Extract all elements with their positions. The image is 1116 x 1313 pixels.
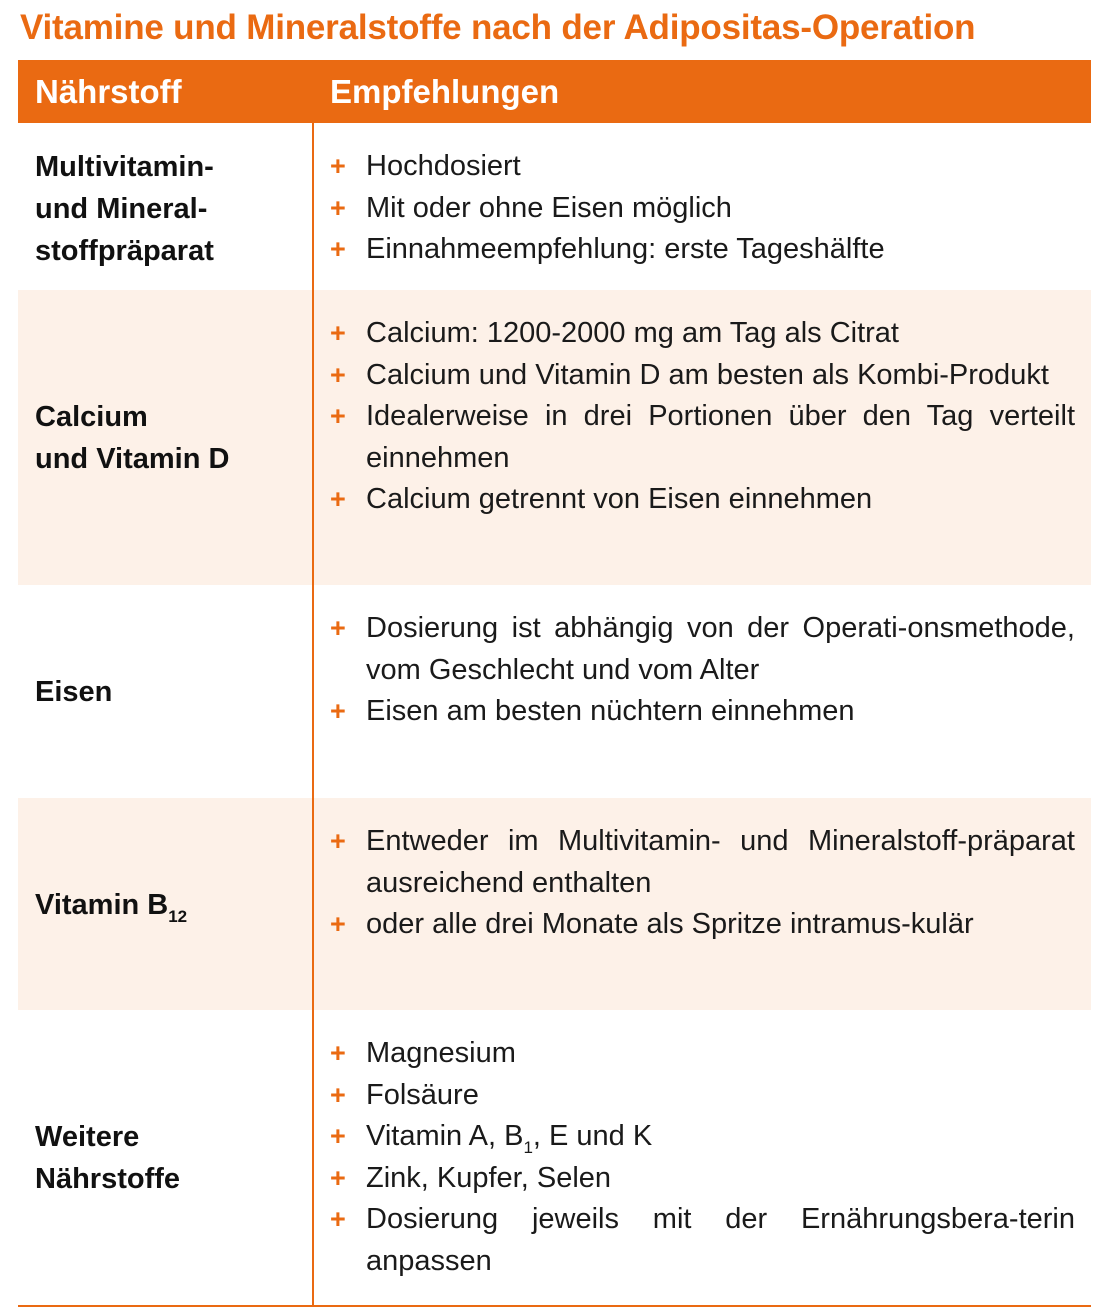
nutrient-name: Eisen xyxy=(35,676,113,708)
list-item: + Hochdosiert xyxy=(330,146,1075,188)
list-item: + Einnahmeempfehlung: erste Tageshälfte xyxy=(330,229,1075,271)
table-header xyxy=(18,60,1091,123)
recommendation-list xyxy=(330,608,1075,733)
nutrient-name: Calcium und Vitamin D xyxy=(35,401,230,475)
recommendation-list xyxy=(330,1033,1075,1282)
list-item: + Calcium: 1200-2000 mg am Tag als Citrat xyxy=(330,313,1075,355)
table-bottom-rule xyxy=(18,1305,1091,1307)
table-row xyxy=(18,290,1091,585)
list-item: + Mit oder ohne Eisen möglich xyxy=(330,188,1075,230)
list-item: + Folsäure xyxy=(330,1075,1075,1117)
recommendation-list xyxy=(330,821,1075,946)
plus-icon: + xyxy=(330,484,346,514)
plus-icon: + xyxy=(330,318,346,348)
nutrient-name: Vitamin $B_{12}$ xyxy=(35,889,188,926)
list-item: + Eisen am besten nüchtern einnehmen xyxy=(330,691,1075,733)
recommendation-list xyxy=(330,146,1075,271)
column-header-nutrient: Nährstoff xyxy=(35,73,182,110)
recommendation-list xyxy=(330,313,1075,521)
table-row xyxy=(18,1010,1091,1305)
plus-icon: + xyxy=(330,1079,346,1110)
page-title: Vitamine und Mineralstoffe nach der Adipositas-Operation xyxy=(20,8,976,47)
plus-icon: + xyxy=(330,613,346,643)
table-row xyxy=(18,798,1091,1010)
list-item: + Magnesium xyxy=(330,1033,1075,1075)
nutrient-table xyxy=(18,60,1091,1305)
column-header-recommendations: Empfehlungen xyxy=(330,73,560,110)
plus-icon: + xyxy=(330,401,346,431)
table-row xyxy=(18,585,1091,798)
nutrient-name: Multivitamin- und Mineral- stoffpräparat xyxy=(35,151,214,267)
plus-icon: + xyxy=(330,826,346,856)
list-item: + Vitamin A, $B_1$, E und K xyxy=(330,1116,1075,1158)
plus-icon: + xyxy=(330,696,346,726)
list-item: + oder alle drei Monate als Spritze intramus-kulär xyxy=(330,904,1075,946)
list-item: + Idealerweise in drei Portionen über den Tag verteilt einnehmen xyxy=(330,396,1075,479)
plus-icon: + xyxy=(330,359,346,390)
list-item: + Entweder im Multivitamin- und Mineralstoff-präparat ausreichend enthalten xyxy=(330,821,1075,904)
plus-icon: + xyxy=(330,234,346,264)
nutrient-name: Weitere Nährstoffe xyxy=(35,1121,181,1195)
list-item: + Calcium getrennt von Eisen einnehmen xyxy=(330,479,1075,521)
list-item: + Dosierung jeweils mit der Ernährungsbera-terin anpassen xyxy=(330,1199,1075,1282)
plus-icon: + xyxy=(330,909,346,939)
plus-icon: + xyxy=(330,1038,346,1068)
column-divider xyxy=(312,123,314,1305)
plus-icon: + xyxy=(330,151,346,181)
list-item: + Zink, Kupfer, Selen xyxy=(330,1158,1075,1200)
plus-icon: + xyxy=(330,1121,346,1151)
plus-icon: + xyxy=(330,192,346,223)
plus-icon: + xyxy=(330,1204,346,1234)
list-item: + Calcium und Vitamin D am besten als Kombi-Produkt xyxy=(330,355,1075,397)
list-item: + Dosierung ist abhängig von der Operati-onsmethode, vom Geschlecht und vom Alter xyxy=(330,608,1075,691)
table-row xyxy=(18,123,1091,290)
plus-icon: + xyxy=(330,1162,346,1193)
